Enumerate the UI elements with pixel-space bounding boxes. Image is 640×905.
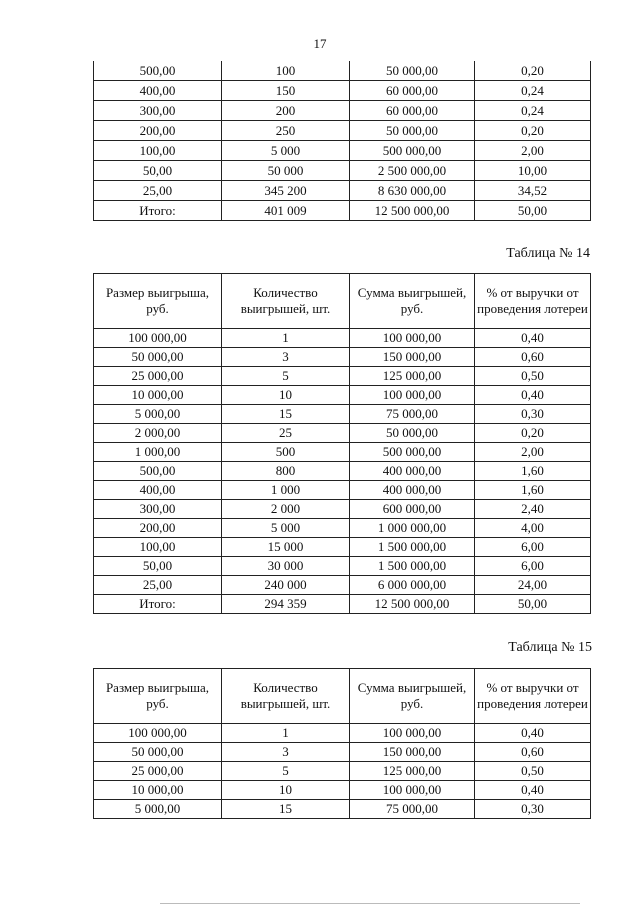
table-cell: 1,60 [475,462,591,481]
table-caption-14: Таблица № 14 [506,246,590,261]
table-cell: 15 [222,800,350,819]
table-cell: 50 000,00 [350,121,475,141]
table-cell: 15 000 [222,538,350,557]
table-cell: 0,20 [475,121,591,141]
table-cell: 100 000,00 [350,781,475,800]
table-cell: 250 [222,121,350,141]
table-cell: 10,00 [475,161,591,181]
table-row [94,61,591,81]
table-cell: 3 [222,348,350,367]
table-row [94,443,591,462]
table-row [94,81,591,101]
table-row [94,762,591,781]
table-row [94,161,591,181]
table-row [94,367,591,386]
table-cell: 5 [222,367,350,386]
table-cell: 100 000,00 [350,329,475,348]
table-cell: 34,52 [475,181,591,201]
table-cell: 125 000,00 [350,762,475,781]
table-row [94,595,591,614]
table-cell: 0,40 [475,724,591,743]
table-row [94,386,591,405]
table-cell: 0,20 [475,424,591,443]
table-row [94,576,591,595]
header-revenue-percent: % от выручки от проведения лотереи [475,669,591,724]
table-cell: 4,00 [475,519,591,538]
table-row [94,121,591,141]
table-cell: 12 500 000,00 [350,595,475,614]
header-prize-count: Количество выигрышей, шт. [222,669,350,724]
table-row [94,424,591,443]
table-cell: 300,00 [94,101,222,121]
table-cell: 0,24 [475,101,591,121]
table-caption-15: Таблица № 15 [508,640,592,655]
table-cell: 500,00 [94,462,222,481]
table-cell: 100,00 [94,538,222,557]
header-prize-size: Размер выигрыша, руб. [94,274,222,329]
header-prize-size: Размер выигрыша, руб. [94,669,222,724]
table-row [94,348,591,367]
table-cell: 2,00 [475,141,591,161]
table-cell: 5 000,00 [94,800,222,819]
table-cell: 100 000,00 [350,386,475,405]
table-cell: 0,24 [475,81,591,101]
table-cell: 1 000,00 [94,443,222,462]
table-cell: 0,20 [475,61,591,81]
table-cell: 1 000 000,00 [350,519,475,538]
table-cell: 2 000 [222,500,350,519]
table-body [94,61,591,221]
table-cell: 10 [222,781,350,800]
prize-table-14 [93,273,591,614]
table-cell: 300,00 [94,500,222,519]
table-cell: 1 500 000,00 [350,538,475,557]
table-cell: 50 000,00 [94,743,222,762]
table-header-row [94,669,591,724]
table-cell: 1 000 [222,481,350,500]
table-cell: 5 000 [222,519,350,538]
table-cell: 50 000,00 [350,424,475,443]
table-cell: 24,00 [475,576,591,595]
table-cell: 10 000,00 [94,386,222,405]
table-cell: 400 000,00 [350,481,475,500]
table-cell: 60 000,00 [350,101,475,121]
table-row [94,781,591,800]
table-cell: 5 [222,762,350,781]
table-cell: 50,00 [94,557,222,576]
table-row [94,500,591,519]
header-prize-sum: Сумма выигрышей, руб. [350,669,475,724]
table-cell: 50 000 [222,161,350,181]
table-row [94,743,591,762]
table-cell: 6 000 000,00 [350,576,475,595]
table-row [94,519,591,538]
table-cell: 10 [222,386,350,405]
header-prize-count: Количество выигрышей, шт. [222,274,350,329]
table-cell: 0,30 [475,405,591,424]
header-revenue-percent: % от выручки от проведения лотереи [475,274,591,329]
table-cell: 3 [222,743,350,762]
table-cell: 6,00 [475,538,591,557]
table-cell: 0,60 [475,743,591,762]
table-cell: 500 000,00 [350,141,475,161]
table-cell: 5 000,00 [94,405,222,424]
table-cell: 401 009 [222,201,350,221]
table-cell: 500 000,00 [350,443,475,462]
table-cell: 0,40 [475,386,591,405]
prize-table-13-continued [93,61,591,221]
table-cell: 1 [222,724,350,743]
table-cell: 12 500 000,00 [350,201,475,221]
table-row [94,329,591,348]
table-cell: 50 000,00 [350,61,475,81]
table-cell: 2,00 [475,443,591,462]
table-body [94,329,591,614]
table-cell: 150 000,00 [350,348,475,367]
table-cell: 15 [222,405,350,424]
table-header-row [94,274,591,329]
table-cell: 100 000,00 [94,724,222,743]
table-cell: 30 000 [222,557,350,576]
table-cell: 0,30 [475,800,591,819]
table-cell: 1,60 [475,481,591,500]
table-cell: 150 [222,81,350,101]
table-row [94,800,591,819]
table-cell: 8 630 000,00 [350,181,475,201]
table-cell: 600 000,00 [350,500,475,519]
table-cell: 125 000,00 [350,367,475,386]
table-cell: 50,00 [475,201,591,221]
table-cell: 100 [222,61,350,81]
table-cell: 500 [222,443,350,462]
table-cell: Итого: [94,201,222,221]
table-cell: 200,00 [94,519,222,538]
table-cell: 50 000,00 [94,348,222,367]
table-cell: 100 000,00 [350,724,475,743]
table-cell: 400,00 [94,481,222,500]
table-cell: 60 000,00 [350,81,475,101]
table-row [94,201,591,221]
table-cell: 0,60 [475,348,591,367]
table-row [94,557,591,576]
table-cell: 100,00 [94,141,222,161]
table-cell: 0,50 [475,367,591,386]
table-cell: 294 359 [222,595,350,614]
table-cell: 2 000,00 [94,424,222,443]
table-row [94,462,591,481]
table-cell: 75 000,00 [350,800,475,819]
table-row [94,405,591,424]
table-cell: 6,00 [475,557,591,576]
table-cell: 240 000 [222,576,350,595]
table-cell: 10 000,00 [94,781,222,800]
header-prize-sum: Сумма выигрышей, руб. [350,274,475,329]
table-cell: 2 500 000,00 [350,161,475,181]
table-cell: 50,00 [94,161,222,181]
table-cell: 400,00 [94,81,222,101]
table-cell: 5 000 [222,141,350,161]
table-cell: 50,00 [475,595,591,614]
table-cell: 0,40 [475,781,591,800]
table-cell: 100 000,00 [94,329,222,348]
table-cell: 25,00 [94,181,222,201]
table-cell: 200 [222,101,350,121]
table-cell: 1 [222,329,350,348]
table-cell: 500,00 [94,61,222,81]
table-row [94,141,591,161]
table-cell: 0,40 [475,329,591,348]
table-cell: 75 000,00 [350,405,475,424]
table-cell: 25 [222,424,350,443]
table-row [94,101,591,121]
table-cell: 2,40 [475,500,591,519]
table-cell: 25,00 [94,576,222,595]
table-row [94,181,591,201]
prize-table-15 [93,668,591,819]
table-row [94,538,591,557]
table-cell: 25 000,00 [94,367,222,386]
table-cell: 25 000,00 [94,762,222,781]
scan-edge-line [160,903,580,904]
table-cell: 345 200 [222,181,350,201]
table-cell: Итого: [94,595,222,614]
page-number: 17 [313,36,327,51]
table-cell: 150 000,00 [350,743,475,762]
table-cell: 1 500 000,00 [350,557,475,576]
table-row [94,724,591,743]
table-row [94,481,591,500]
table-cell: 400 000,00 [350,462,475,481]
table-body [94,724,591,819]
table-cell: 200,00 [94,121,222,141]
table-cell: 0,50 [475,762,591,781]
table-cell: 800 [222,462,350,481]
